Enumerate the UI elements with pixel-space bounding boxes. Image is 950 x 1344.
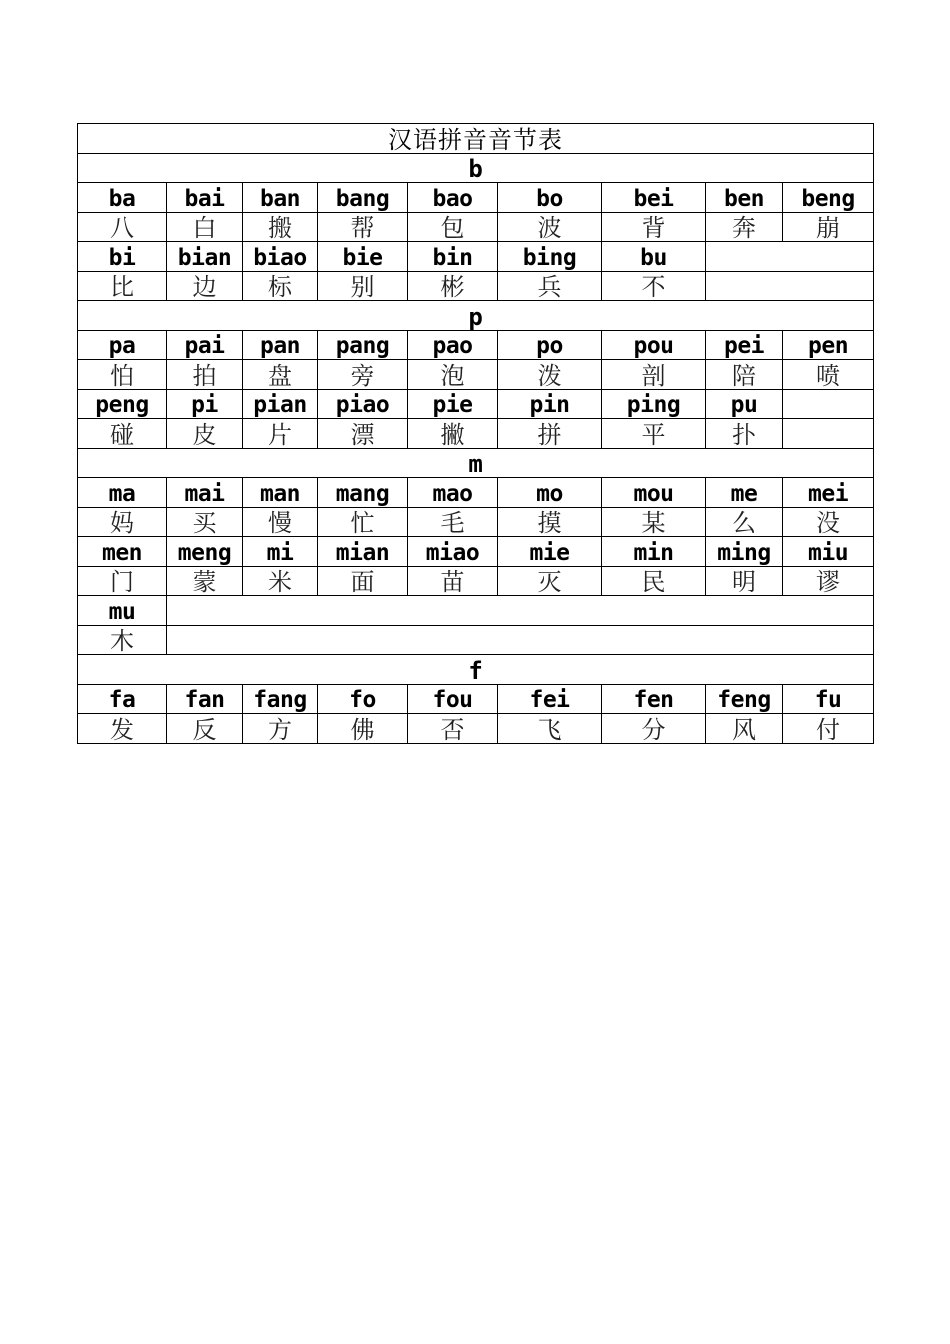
pinyin-row xyxy=(78,596,874,626)
hanzi-cell: 分 xyxy=(602,714,706,744)
hanzi-cell: 灭 xyxy=(498,566,602,596)
pinyin-cell: bang xyxy=(318,183,408,213)
hanzi-cell: 扑 xyxy=(706,419,783,449)
pinyin-cell: bei xyxy=(602,183,706,213)
pinyin-row xyxy=(78,330,874,360)
hanzi-cell: 妈 xyxy=(78,507,167,537)
hanzi-cell: 面 xyxy=(318,566,408,596)
hanzi-cell: 彬 xyxy=(408,271,498,301)
hanzi-cell: 方 xyxy=(243,714,318,744)
pinyin-cell: bie xyxy=(318,242,408,272)
pinyin-cell: bian xyxy=(167,242,243,272)
hanzi-cell: 兵 xyxy=(498,271,602,301)
pinyin-cell: miao xyxy=(408,537,498,567)
hanzi-cell: 搬 xyxy=(243,212,318,242)
empty-cell xyxy=(167,596,874,626)
pinyin-cell: bi xyxy=(78,242,167,272)
section-initial: b xyxy=(78,153,874,183)
pinyin-cell: miu xyxy=(783,537,874,567)
hanzi-cell: 毛 xyxy=(408,507,498,537)
pinyin-cell: mao xyxy=(408,478,498,508)
hanzi-cell: 慢 xyxy=(243,507,318,537)
pinyin-cell: pang xyxy=(318,330,408,360)
pinyin-cell: fou xyxy=(408,684,498,714)
hanzi-cell: 拼 xyxy=(498,419,602,449)
empty-cell xyxy=(783,389,874,419)
table-title: 汉语拼音音节表 xyxy=(78,124,874,154)
hanzi-cell: 门 xyxy=(78,566,167,596)
pinyin-cell: mu xyxy=(78,596,167,626)
pinyin-row xyxy=(78,684,874,714)
pinyin-cell: pan xyxy=(243,330,318,360)
pinyin-cell: pai xyxy=(167,330,243,360)
pinyin-cell: pi xyxy=(167,389,243,419)
hanzi-cell: 泡 xyxy=(408,360,498,390)
hanzi-cell: 风 xyxy=(706,714,783,744)
pinyin-cell: pie xyxy=(408,389,498,419)
hanzi-cell: 白 xyxy=(167,212,243,242)
hanzi-cell: 泼 xyxy=(498,360,602,390)
hanzi-row xyxy=(78,419,874,449)
pinyin-cell: ba xyxy=(78,183,167,213)
pinyin-cell: pei xyxy=(706,330,783,360)
hanzi-cell: 边 xyxy=(167,271,243,301)
pinyin-cell: ma xyxy=(78,478,167,508)
pinyin-cell: feng xyxy=(706,684,783,714)
pinyin-cell: fen xyxy=(602,684,706,714)
pinyin-cell: bing xyxy=(498,242,602,272)
pinyin-cell: fa xyxy=(78,684,167,714)
hanzi-cell: 旁 xyxy=(318,360,408,390)
section-header-row xyxy=(78,153,874,183)
hanzi-cell: 苗 xyxy=(408,566,498,596)
hanzi-cell: 没 xyxy=(783,507,874,537)
section-initial: p xyxy=(78,301,874,331)
pinyin-cell: piao xyxy=(318,389,408,419)
pinyin-cell: men xyxy=(78,537,167,567)
hanzi-cell: 漂 xyxy=(318,419,408,449)
hanzi-cell: 摸 xyxy=(498,507,602,537)
section-header-row xyxy=(78,655,874,685)
hanzi-cell: 木 xyxy=(78,625,167,655)
pinyin-cell: pou xyxy=(602,330,706,360)
hanzi-cell: 标 xyxy=(243,271,318,301)
hanzi-cell: 比 xyxy=(78,271,167,301)
empty-cell xyxy=(706,271,874,301)
pinyin-cell: peng xyxy=(78,389,167,419)
pinyin-cell: pian xyxy=(243,389,318,419)
hanzi-cell: 飞 xyxy=(498,714,602,744)
pinyin-cell: fang xyxy=(243,684,318,714)
pinyin-cell: mi xyxy=(243,537,318,567)
empty-cell xyxy=(783,419,874,449)
pinyin-cell: bu xyxy=(602,242,706,272)
pinyin-cell: bin xyxy=(408,242,498,272)
pinyin-cell: fo xyxy=(318,684,408,714)
pinyin-cell: bai xyxy=(167,183,243,213)
hanzi-cell: 片 xyxy=(243,419,318,449)
pinyin-cell: me xyxy=(706,478,783,508)
hanzi-row xyxy=(78,507,874,537)
pinyin-cell: pu xyxy=(706,389,783,419)
empty-cell xyxy=(167,625,874,655)
hanzi-cell: 蒙 xyxy=(167,566,243,596)
pinyin-cell: mang xyxy=(318,478,408,508)
pinyin-cell: beng xyxy=(783,183,874,213)
hanzi-cell: 买 xyxy=(167,507,243,537)
pinyin-row xyxy=(78,242,874,272)
pinyin-row xyxy=(78,537,874,567)
hanzi-cell: 包 xyxy=(408,212,498,242)
hanzi-row xyxy=(78,714,874,744)
hanzi-cell: 否 xyxy=(408,714,498,744)
hanzi-row xyxy=(78,271,874,301)
hanzi-cell: 撇 xyxy=(408,419,498,449)
pinyin-cell: mie xyxy=(498,537,602,567)
pinyin-row xyxy=(78,478,874,508)
hanzi-row xyxy=(78,212,874,242)
title-row xyxy=(78,124,874,154)
hanzi-cell: 谬 xyxy=(783,566,874,596)
section-header-row xyxy=(78,301,874,331)
hanzi-cell: 佛 xyxy=(318,714,408,744)
pinyin-cell: min xyxy=(602,537,706,567)
pinyin-cell: ping xyxy=(602,389,706,419)
hanzi-cell: 米 xyxy=(243,566,318,596)
pinyin-cell: po xyxy=(498,330,602,360)
section-header-row xyxy=(78,448,874,478)
pinyin-cell: fu xyxy=(783,684,874,714)
hanzi-cell: 拍 xyxy=(167,360,243,390)
hanzi-cell: 皮 xyxy=(167,419,243,449)
pinyin-cell: mei xyxy=(783,478,874,508)
hanzi-cell: 某 xyxy=(602,507,706,537)
hanzi-cell: 怕 xyxy=(78,360,167,390)
table-body xyxy=(78,124,874,744)
pinyin-cell: mo xyxy=(498,478,602,508)
pinyin-cell: bo xyxy=(498,183,602,213)
section-initial: f xyxy=(78,655,874,685)
pinyin-cell: pin xyxy=(498,389,602,419)
hanzi-cell: 陪 xyxy=(706,360,783,390)
section-initial: m xyxy=(78,448,874,478)
hanzi-cell: 明 xyxy=(706,566,783,596)
pinyin-cell: pao xyxy=(408,330,498,360)
hanzi-cell: 帮 xyxy=(318,212,408,242)
hanzi-cell: 八 xyxy=(78,212,167,242)
pinyin-cell: ban xyxy=(243,183,318,213)
hanzi-cell: 忙 xyxy=(318,507,408,537)
pinyin-cell: bao xyxy=(408,183,498,213)
hanzi-cell: 崩 xyxy=(783,212,874,242)
syllable-table xyxy=(77,123,874,744)
hanzi-row xyxy=(78,566,874,596)
pinyin-cell: fei xyxy=(498,684,602,714)
hanzi-cell: 发 xyxy=(78,714,167,744)
pinyin-cell: biao xyxy=(243,242,318,272)
pinyin-row xyxy=(78,389,874,419)
hanzi-cell: 波 xyxy=(498,212,602,242)
hanzi-cell: 反 xyxy=(167,714,243,744)
hanzi-cell: 么 xyxy=(706,507,783,537)
pinyin-cell: ming xyxy=(706,537,783,567)
hanzi-cell: 盘 xyxy=(243,360,318,390)
hanzi-cell: 付 xyxy=(783,714,874,744)
pinyin-cell: ben xyxy=(706,183,783,213)
pinyin-cell: pen xyxy=(783,330,874,360)
pinyin-row xyxy=(78,183,874,213)
hanzi-cell: 不 xyxy=(602,271,706,301)
pinyin-cell: man xyxy=(243,478,318,508)
pinyin-cell: mai xyxy=(167,478,243,508)
hanzi-cell: 民 xyxy=(602,566,706,596)
pinyin-cell: pa xyxy=(78,330,167,360)
pinyin-cell: meng xyxy=(167,537,243,567)
empty-cell xyxy=(706,242,874,272)
hanzi-row xyxy=(78,360,874,390)
pinyin-cell: fan xyxy=(167,684,243,714)
hanzi-row xyxy=(78,625,874,655)
hanzi-cell: 别 xyxy=(318,271,408,301)
hanzi-cell: 剖 xyxy=(602,360,706,390)
pinyin-cell: mou xyxy=(602,478,706,508)
hanzi-cell: 奔 xyxy=(706,212,783,242)
hanzi-cell: 碰 xyxy=(78,419,167,449)
hanzi-cell: 平 xyxy=(602,419,706,449)
pinyin-cell: mian xyxy=(318,537,408,567)
hanzi-cell: 背 xyxy=(602,212,706,242)
hanzi-cell: 喷 xyxy=(783,360,874,390)
